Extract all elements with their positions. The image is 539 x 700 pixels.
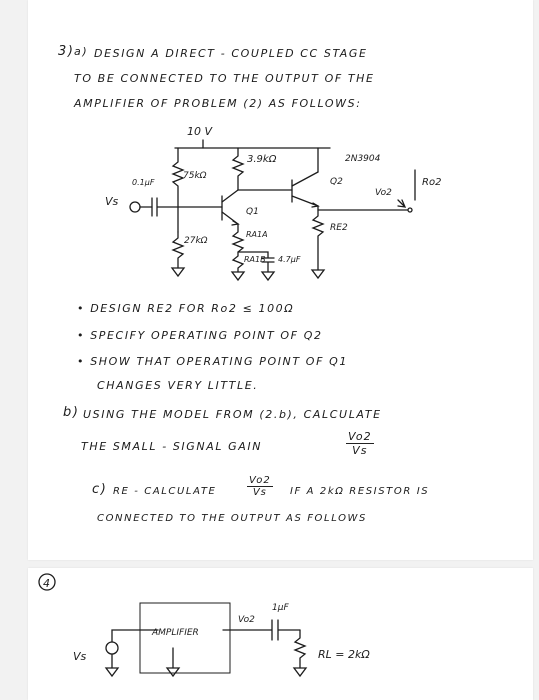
q1-body [222, 190, 238, 224]
rb1a-label: RA1A [246, 230, 268, 239]
part-c-line-2: IF A 2kΩ RESISTOR IS [290, 486, 430, 497]
r1-label: 75kΩ [183, 171, 207, 181]
rl-resistor [295, 630, 305, 668]
re1-resistors [233, 224, 243, 272]
amplifier-load-schematic [28, 568, 533, 700]
gain-fraction-b: $\frac{Vo2}{Vs}$ [348, 430, 372, 457]
cin-capacitor [152, 198, 178, 216]
ground-4 [312, 270, 324, 278]
problem-line-2: TO BE CONNECTED TO THE OUTPUT OF THE [74, 72, 375, 85]
bullet-3: • SHOW THAT OPERATING POINT OF Q1 [77, 355, 348, 368]
q2-part-label: 2N3904 [345, 154, 381, 164]
q1-label: Q1 [246, 207, 259, 217]
ground-1 [172, 268, 184, 276]
amplifier-block [140, 603, 230, 673]
re2-label: RE2 [330, 223, 348, 233]
q2-label: Q2 [330, 177, 343, 187]
ground-b1 [106, 668, 118, 676]
q2-body [292, 172, 318, 206]
amplifier-label: AMPLIFIER [152, 628, 199, 638]
vo2-bottom-label: Vo2 [238, 615, 255, 625]
part-c-label: c) [92, 482, 108, 497]
r2-resistor [173, 232, 183, 268]
bullet-1: • DESIGN RE2 FOR Ro2 ≤ 100Ω [77, 302, 295, 315]
re2-resistor [313, 206, 323, 270]
cc-stage-schematic [0, 0, 539, 300]
ground-b2 [167, 668, 179, 676]
ground-b3 [294, 668, 306, 676]
rl-label: RL = 2kΩ [318, 648, 370, 661]
rc-resistor [233, 148, 243, 190]
vs-source-bottom [106, 642, 118, 654]
rb1b-label: RA1B [244, 255, 266, 264]
problem-line-1: DESIGN A DIRECT - COUPLED CC STAGE [94, 47, 368, 60]
part-a-label: a) [74, 45, 89, 58]
gain-fraction-c: $\frac{Vo2}{Vs}$ [249, 475, 271, 498]
cin-label: 0.1μF [132, 178, 155, 187]
bullet-3-cont: CHANGES VERY LITTLE. [97, 379, 259, 392]
part-c-line-1: RE - CALCULATE [113, 486, 217, 497]
ground-2 [232, 272, 244, 280]
cap-label: 1μF [272, 603, 289, 613]
vs-label: Vs [105, 195, 119, 208]
coupling-capacitor [223, 620, 300, 640]
vs-source-symbol [130, 202, 140, 212]
vcc-label: 10 V [187, 125, 213, 138]
vo2-label: Vo2 [375, 188, 392, 198]
problem-line-3: AMPLIFIER OF PROBLEM (2) AS FOLLOWS: [74, 97, 362, 110]
rc-label: 3.9kΩ [247, 154, 277, 165]
ce-label: 4.7μF [278, 255, 301, 264]
problem-number: 3) [58, 44, 75, 59]
r2-label: 27kΩ [184, 236, 208, 246]
vs-bottom-label: Vs [73, 650, 87, 663]
bullet-2: • SPECIFY OPERATING POINT OF Q2 [77, 329, 323, 342]
badge-number: 4 [43, 577, 50, 590]
ro2-label: Ro2 [422, 177, 442, 188]
part-b-line-2: THE SMALL - SIGNAL GAIN [81, 440, 263, 453]
part-b-line-1: USING THE MODEL FROM (2.b), CALCULATE [83, 408, 382, 421]
part-c-line-3: CONNECTED TO THE OUTPUT AS FOLLOWS [97, 513, 367, 524]
r1-resistor [173, 148, 183, 232]
part-b-label: b) [63, 405, 80, 420]
ground-3 [262, 272, 274, 280]
